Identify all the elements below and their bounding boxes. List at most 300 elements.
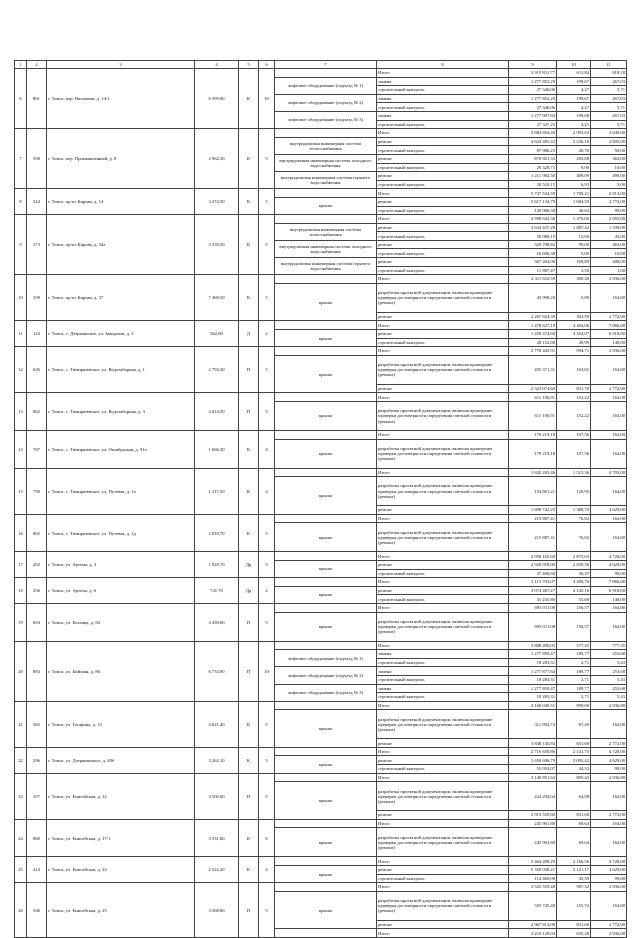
cost-value: 55 954,07 bbox=[509, 765, 557, 774]
house-id: 414 bbox=[27, 857, 47, 883]
cost-value: 555 745,40 bbox=[509, 891, 557, 920]
house-address: г. Томск, пр-кт Кирова, д. 37 bbox=[47, 275, 195, 321]
structural-element: крыша bbox=[275, 560, 377, 577]
work-type: строительный контроль bbox=[377, 693, 509, 702]
house-id: 324 bbox=[27, 189, 47, 215]
floor-count: 5 bbox=[259, 189, 275, 215]
wall-material: К bbox=[239, 275, 259, 321]
max-cost-per-sqm: 164,00 bbox=[591, 477, 627, 506]
cost-per-sqm: 69,64 bbox=[557, 819, 591, 828]
cost-per-sqm: 199,68 bbox=[557, 111, 591, 120]
table-row bbox=[15, 883, 627, 892]
cost-value: 4 624 485,42 bbox=[509, 137, 557, 146]
cost-value: 179 219,18 bbox=[509, 431, 557, 440]
house-area: 2 962,50 bbox=[195, 129, 239, 189]
cost-per-sqm: 831,70 bbox=[557, 384, 591, 393]
row-number: 23 bbox=[15, 773, 27, 819]
wall-material: П bbox=[239, 347, 259, 393]
cost-value: 455 371,31 bbox=[509, 355, 557, 384]
work-type: строительный контроль bbox=[377, 765, 509, 774]
structural-element: крыша bbox=[275, 355, 377, 393]
table-row bbox=[15, 431, 627, 440]
cost-value: 2 650 696,79 bbox=[509, 756, 557, 765]
structural-element: крыша bbox=[275, 402, 377, 431]
cost-value: 3 634 437,28 bbox=[509, 223, 557, 232]
floor-count: 5 bbox=[259, 347, 275, 393]
cost-per-sqm: 1 376,03 bbox=[557, 215, 591, 224]
cost-per-sqm: 44,33 bbox=[557, 765, 591, 774]
cost-per-sqm: 156,57 bbox=[557, 612, 591, 641]
cost-value: 245 901,80 bbox=[509, 819, 557, 828]
table-row bbox=[15, 578, 627, 587]
cost-per-sqm: 36,37 bbox=[557, 569, 591, 578]
cost-value: 611 106,91 bbox=[509, 402, 557, 431]
cost-per-sqm: 1 388,70 bbox=[557, 506, 591, 515]
work-type: замена bbox=[377, 94, 509, 103]
floor-count: 5 bbox=[259, 747, 275, 773]
house-id: 862 bbox=[27, 393, 47, 431]
cost-value: 179 219,18 bbox=[509, 439, 557, 468]
cost-value: 611 106,91 bbox=[509, 393, 557, 402]
structural-element: крыша bbox=[275, 710, 377, 748]
house-id: 759 bbox=[27, 468, 47, 514]
work-type: ремонт bbox=[377, 811, 509, 820]
house-id: 357 bbox=[27, 773, 47, 819]
max-cost-per-sqm: 4 629,00 bbox=[591, 756, 627, 765]
max-cost-per-sqm: 267,03 bbox=[591, 94, 627, 103]
cost-per-sqm: 293,88 bbox=[557, 154, 591, 163]
row-number: 6 bbox=[15, 69, 27, 129]
work-type: Итого bbox=[377, 773, 509, 782]
work-type: разработка проектной документации, включая проведение проверки достоверности определения сметной стоимости (ремонт) bbox=[377, 828, 509, 857]
max-cost-per-sqm: 2 772,00 bbox=[591, 197, 627, 206]
house-area: 3 568,80 bbox=[195, 883, 239, 938]
max-cost-per-sqm: 2 695,00 bbox=[591, 137, 627, 146]
wall-material: К bbox=[239, 189, 259, 215]
cost-per-sqm: 107,56 bbox=[557, 431, 591, 440]
max-cost-per-sqm: 5,71 bbox=[591, 103, 627, 112]
structural-element: крыша bbox=[275, 866, 377, 883]
house-id: 565 bbox=[27, 701, 47, 747]
max-cost-per-sqm: 164,00 bbox=[591, 603, 627, 612]
structural-element: лифтовое оборудование (подъезд № 1) bbox=[275, 77, 377, 94]
cost-value: 5 464 498,29 bbox=[509, 857, 557, 866]
cost-per-sqm: 156,57 bbox=[557, 603, 591, 612]
floor-count: 5 bbox=[259, 215, 275, 275]
cost-per-sqm: 1 684,59 bbox=[557, 197, 591, 206]
max-cost-per-sqm: 5,43 bbox=[591, 693, 627, 702]
element-cell bbox=[275, 189, 377, 198]
structural-element: внутридомовая инженерная система холодного водоснабжения bbox=[275, 154, 377, 171]
table-row bbox=[15, 275, 627, 284]
row-number: 13 bbox=[15, 393, 27, 431]
work-type: строительный контроль bbox=[377, 266, 509, 275]
cost-per-sqm: 67,49 bbox=[557, 710, 591, 739]
work-type: Итого bbox=[377, 552, 509, 561]
element-cell bbox=[275, 773, 377, 782]
house-id: 883 bbox=[27, 641, 47, 701]
house-id: 373 bbox=[27, 215, 47, 275]
table-row bbox=[15, 129, 627, 138]
table-row bbox=[15, 747, 627, 756]
cost-per-sqm: 2 839,36 bbox=[557, 560, 591, 569]
work-type: строительный контроль bbox=[377, 206, 509, 215]
table-row bbox=[15, 857, 627, 866]
max-cost-per-sqm: 4 728,00 bbox=[591, 552, 627, 561]
cost-value: 27 347,25 bbox=[509, 120, 557, 129]
cost-value: 43 998,20 bbox=[509, 283, 557, 312]
structural-element: крыша bbox=[275, 828, 377, 857]
structural-element: крыша bbox=[275, 756, 377, 773]
house-area: 741,70 bbox=[195, 578, 239, 604]
cost-value: 1 277 877,64 bbox=[509, 667, 557, 676]
work-type: строительный контроль bbox=[377, 675, 509, 684]
cost-per-sqm: 69,64 bbox=[557, 828, 591, 857]
column-header-10: 10 bbox=[557, 61, 591, 69]
house-area: 2 522,20 bbox=[195, 857, 239, 883]
cost-per-sqm: 4 404,06 bbox=[557, 321, 591, 330]
cost-value: 3 888 490,05 bbox=[509, 641, 557, 650]
house-area: 3 339,50 bbox=[195, 215, 239, 275]
table-row bbox=[15, 347, 627, 356]
work-type: ремонт bbox=[377, 240, 509, 249]
work-type: ремонт bbox=[377, 197, 509, 206]
max-cost-per-sqm: 99,00 bbox=[591, 874, 627, 883]
max-cost-per-sqm: 99,00 bbox=[591, 206, 627, 215]
row-number: 18 bbox=[15, 578, 27, 604]
column-header-3: 3 bbox=[47, 61, 195, 69]
table-row bbox=[15, 69, 627, 78]
cost-value: 311 894,74 bbox=[509, 710, 557, 739]
house-area: 4 621,40 bbox=[195, 701, 239, 747]
work-type: разработка проектной документации, включая проведение проверки достоверности определения сметной стоимости (ремонт) bbox=[377, 612, 509, 641]
max-cost-per-sqm: 148,00 bbox=[591, 595, 627, 604]
structural-element: крыша bbox=[275, 586, 377, 603]
column-header-9: 9 bbox=[509, 61, 557, 69]
cost-value: 2 958 165,60 bbox=[509, 552, 557, 561]
house-id: 202 bbox=[27, 552, 47, 578]
column-header-4: 4 bbox=[195, 61, 239, 69]
cost-per-sqm: 577,45 bbox=[557, 641, 591, 650]
cost-value: 2 323 074,60 bbox=[509, 384, 557, 393]
cost-value: 154 861,21 bbox=[509, 477, 557, 506]
max-cost-per-sqm: 2 772,00 bbox=[591, 811, 627, 820]
work-type: разработка проектной документации, включая проведение проверки достоверности определения сметной стоимости (ремонт) bbox=[377, 402, 509, 431]
cost-per-sqm: 155,72 bbox=[557, 891, 591, 920]
work-type: строительный контроль bbox=[377, 163, 509, 172]
house-area: 4 439,00 bbox=[195, 603, 239, 641]
work-type: ремонт bbox=[377, 756, 509, 765]
cost-per-sqm: 4,27 bbox=[557, 103, 591, 112]
cost-value: 3 074 467,27 bbox=[509, 586, 557, 595]
work-type: Итого bbox=[377, 215, 509, 224]
cost-value: 1 845 203,46 bbox=[509, 468, 557, 477]
cost-per-sqm: 49,99 bbox=[557, 338, 591, 347]
work-type: ремонт bbox=[377, 506, 509, 515]
cost-per-sqm: 2 095,42 bbox=[557, 756, 591, 765]
table-row bbox=[15, 215, 627, 224]
cost-value: 4 598 643,36 bbox=[509, 215, 557, 224]
cost-per-sqm: 4 145,16 bbox=[557, 586, 591, 595]
cost-per-sqm: 2 236,18 bbox=[557, 137, 591, 146]
row-number: 10 bbox=[15, 275, 27, 321]
column-header-8: 8 bbox=[377, 61, 509, 69]
column-header-1: 1 bbox=[15, 61, 27, 69]
cost-value: 215 887,41 bbox=[509, 514, 557, 523]
max-cost-per-sqm: 253,68 bbox=[591, 667, 627, 676]
cost-per-sqm: 107,56 bbox=[557, 439, 591, 468]
element-cell bbox=[275, 347, 377, 356]
cost-per-sqm: 635,28 bbox=[557, 929, 591, 938]
cost-value: 28 152,00 bbox=[509, 338, 557, 347]
column-header-2: 2 bbox=[27, 61, 47, 69]
max-cost-per-sqm: 2 936,00 bbox=[591, 883, 627, 892]
floor-count: 4 bbox=[259, 431, 275, 469]
column-header-6: 6 bbox=[259, 61, 275, 69]
cost-per-sqm: 987,32 bbox=[557, 883, 591, 892]
max-cost-per-sqm: 5,43 bbox=[591, 658, 627, 667]
cost-per-sqm: 303,59 bbox=[557, 312, 591, 321]
work-type: Итого bbox=[377, 578, 509, 587]
row-number: 12 bbox=[15, 347, 27, 393]
max-cost-per-sqm: 164,00 bbox=[591, 828, 627, 857]
row-number: 26 bbox=[15, 883, 27, 938]
max-cost-per-sqm: 164,00 bbox=[591, 439, 627, 468]
cost-per-sqm: 831,60 bbox=[557, 739, 591, 748]
max-cost-per-sqm: 164,00 bbox=[591, 355, 627, 384]
capital-repair-table bbox=[14, 60, 627, 938]
max-cost-per-sqm: 99,00 bbox=[591, 569, 627, 578]
max-cost-per-sqm: 164,00 bbox=[591, 782, 627, 811]
row-number: 20 bbox=[15, 641, 27, 701]
house-id: 694 bbox=[27, 603, 47, 641]
work-type: строительный контроль bbox=[377, 569, 509, 578]
cost-per-sqm: 2 166,56 bbox=[557, 857, 591, 866]
work-type: Итого bbox=[377, 69, 509, 78]
max-cost-per-sqm: 43,00 bbox=[591, 232, 627, 241]
work-type: Итого bbox=[377, 929, 509, 938]
work-type: ремонт bbox=[377, 330, 509, 339]
house-id: 860 bbox=[27, 819, 47, 857]
work-type: Итого bbox=[377, 393, 509, 402]
element-cell bbox=[275, 129, 377, 138]
table-row bbox=[15, 393, 627, 402]
max-cost-per-sqm: 5,71 bbox=[591, 86, 627, 95]
work-type: ремонт bbox=[377, 223, 509, 232]
structural-element: крыша bbox=[275, 283, 377, 321]
cost-value: 41 235,80 bbox=[509, 595, 557, 604]
max-cost-per-sqm: 2 772,00 bbox=[591, 920, 627, 929]
work-type: Итого bbox=[377, 189, 509, 198]
element-cell bbox=[275, 641, 377, 650]
structural-element: лифтовое оборудование (подъезд № 2) bbox=[275, 94, 377, 111]
row-number: 16 bbox=[15, 514, 27, 552]
work-type: Итого bbox=[377, 514, 509, 523]
cost-per-sqm: 9,90 bbox=[557, 163, 591, 172]
work-type: Итого bbox=[377, 347, 509, 356]
work-type: ремонт bbox=[377, 739, 509, 748]
cost-value: 27 346,06 bbox=[509, 103, 557, 112]
cost-value: 16 696,38 bbox=[509, 249, 557, 258]
floor-count: 4 bbox=[259, 857, 275, 883]
max-cost-per-sqm: 2 055,00 bbox=[591, 215, 627, 224]
max-cost-per-sqm: 2 813,00 bbox=[591, 189, 627, 198]
max-cost-per-sqm: 164,00 bbox=[591, 393, 627, 402]
wall-material: К bbox=[239, 431, 259, 469]
cost-per-sqm: 4 200,76 bbox=[557, 578, 591, 587]
structural-element: крыша bbox=[275, 330, 377, 347]
wall-material: К bbox=[239, 747, 259, 773]
row-number: 14 bbox=[15, 431, 27, 469]
cost-value: 870 601,33 bbox=[509, 154, 557, 163]
cost-value: 1 478 627,10 bbox=[509, 321, 557, 330]
house-id: 256 bbox=[27, 578, 47, 604]
element-cell bbox=[275, 321, 377, 330]
max-cost-per-sqm: 363,00 bbox=[591, 154, 627, 163]
structural-element: крыша bbox=[275, 439, 377, 468]
cost-value: 3 915 831,77 bbox=[509, 69, 557, 78]
house-address: г. Томск, ул. Енисейская, д. 12 bbox=[47, 773, 195, 819]
work-type: Итого bbox=[377, 883, 509, 892]
cost-per-sqm: 99,00 bbox=[557, 240, 591, 249]
structural-element: крыша bbox=[275, 782, 377, 820]
table-row bbox=[15, 321, 627, 330]
column-header-5: 5 bbox=[239, 61, 259, 69]
wall-material: Д bbox=[239, 321, 259, 347]
work-type: Итого bbox=[377, 641, 509, 650]
cost-per-sqm: 4,21 bbox=[557, 120, 591, 129]
cost-value: 5 737 544,59 bbox=[509, 189, 557, 198]
house-address: г. Томск, с. Дзержинское, ул. Заводская, д. 5 bbox=[47, 321, 195, 347]
table-row bbox=[15, 552, 627, 561]
floor-count: 5 bbox=[259, 514, 275, 552]
wall-material: К bbox=[239, 129, 259, 189]
work-type: строительный контроль bbox=[377, 249, 509, 258]
work-type: Итого bbox=[377, 819, 509, 828]
floor-count: 5 bbox=[259, 275, 275, 321]
structural-element: внутридомовая инженерная система горячего водоснабжения bbox=[275, 258, 377, 275]
cost-value: 50 089,15 bbox=[509, 232, 557, 241]
house-id: 767 bbox=[27, 431, 47, 469]
floor-count: 5 bbox=[259, 773, 275, 819]
cost-per-sqm: 895,43 bbox=[557, 773, 591, 782]
floor-count: 5 bbox=[259, 129, 275, 189]
house-address: г. Томск, пр-кт Кирова, д. 34а bbox=[47, 215, 195, 275]
floor-count: 2 bbox=[259, 578, 275, 604]
cost-per-sqm: 1 515,36 bbox=[557, 468, 591, 477]
house-address: г. Томск, ул. Артема, д. 6 bbox=[47, 578, 195, 604]
wall-material: П bbox=[239, 641, 259, 701]
element-cell bbox=[275, 431, 377, 440]
wall-material: К bbox=[239, 819, 259, 857]
work-type: замена bbox=[377, 667, 509, 676]
cost-per-sqm: 120,95 bbox=[557, 477, 591, 506]
cost-per-sqm: 2 121,17 bbox=[557, 866, 591, 875]
floor-count: 5 bbox=[259, 883, 275, 938]
max-cost-per-sqm: 5,71 bbox=[591, 120, 627, 129]
work-type: ремонт bbox=[377, 560, 509, 569]
max-cost-per-sqm: 164,00 bbox=[591, 402, 627, 431]
wall-material: К bbox=[239, 69, 259, 129]
max-cost-per-sqm: 6 918,00 bbox=[591, 586, 627, 595]
row-number: 9 bbox=[15, 215, 27, 275]
wall-material: К bbox=[239, 468, 259, 514]
row-number: 15 bbox=[15, 468, 27, 514]
table-row bbox=[15, 819, 627, 828]
cost-per-sqm: 55,60 bbox=[557, 595, 591, 604]
cost-value: 2 920 959,00 bbox=[509, 560, 557, 569]
house-id: 339 bbox=[27, 275, 47, 321]
house-address: г. Томск, с. Тимирязевское, ул. Октябрьская, д. 91а bbox=[47, 431, 195, 469]
max-cost-per-sqm: 5,00 bbox=[591, 180, 627, 189]
element-cell bbox=[275, 514, 377, 523]
column-header-11: 11 bbox=[591, 61, 627, 69]
cost-per-sqm: 831,60 bbox=[557, 920, 591, 929]
house-area: 1 028,70 bbox=[195, 552, 239, 578]
wall-material: П bbox=[239, 393, 259, 431]
cost-per-sqm: 4 354,07 bbox=[557, 330, 591, 339]
cost-per-sqm: 4,27 bbox=[557, 86, 591, 95]
work-type: ремонт bbox=[377, 920, 509, 929]
structural-element: крыша bbox=[275, 477, 377, 515]
house-address: г. Томск, пер. Промышленный, д. 8 bbox=[47, 129, 195, 189]
house-area: 7 469,50 bbox=[195, 275, 239, 321]
row-number: 11 bbox=[15, 321, 27, 347]
max-cost-per-sqm: 3 640,00 bbox=[591, 129, 627, 138]
cost-value: 215 887,41 bbox=[509, 523, 557, 552]
house-address: г. Томск, с. Тимирязевское, ул. Водозаборная, д. 3 bbox=[47, 393, 195, 431]
cost-value: 2 778 445,91 bbox=[509, 347, 557, 356]
cost-per-sqm: 2,71 bbox=[557, 693, 591, 702]
floor-count: 4 bbox=[259, 468, 275, 514]
max-cost-per-sqm: 463,00 bbox=[591, 240, 627, 249]
house-address: г. Томск, с. Тимирязевское, ул. Путевая, д. 1д bbox=[47, 514, 195, 552]
max-cost-per-sqm: 2 936,00 bbox=[591, 275, 627, 284]
cost-value: 2 967 814,08 bbox=[509, 920, 557, 929]
structural-element: внутридомовая инженерная система горячего водоснабжения bbox=[275, 172, 377, 189]
house-area: 1 217,50 bbox=[195, 468, 239, 514]
floor-count: 5 bbox=[259, 701, 275, 747]
max-cost-per-sqm: 2 772,00 bbox=[591, 384, 627, 393]
house-address: г. Томск, ул. Гагарина, д. 15 bbox=[47, 701, 195, 747]
house-area: 3 274,50 bbox=[195, 189, 239, 215]
cost-per-sqm: 189,77 bbox=[557, 650, 591, 659]
cost-value: 3 115 703,07 bbox=[509, 578, 557, 587]
work-type: ремонт bbox=[377, 586, 509, 595]
house-area: 2 793,30 bbox=[195, 347, 239, 393]
work-type: разработка проектной документации, включая проведение проверки достоверности определения сметной стоимости (ремонт) bbox=[377, 283, 509, 312]
cost-per-sqm: 309,48 bbox=[557, 275, 591, 284]
work-type: Итого bbox=[377, 275, 509, 284]
work-type: ремонт bbox=[377, 258, 509, 267]
work-type: разработка проектной документации, включая проведение проверки достоверности определения сметной стоимости (ремонт) bbox=[377, 355, 509, 384]
cost-value: 1 211 982,50 bbox=[509, 172, 557, 181]
house-id: 124 bbox=[27, 321, 47, 347]
work-type: ремонт bbox=[377, 137, 509, 146]
work-type: ремонт bbox=[377, 154, 509, 163]
house-area: 3 531,60 bbox=[195, 819, 239, 857]
house-address: г. Томск, с. Тимирязевское, ул. Путевая, д. 1а bbox=[47, 468, 195, 514]
cost-value: 224 294,04 bbox=[509, 782, 557, 811]
cost-value: 1 690 742,25 bbox=[509, 506, 557, 515]
cost-value: 567 264,06 bbox=[509, 258, 557, 267]
house-address: г. Томск, ул. Артема, д. 3 bbox=[47, 552, 195, 578]
row-number: 17 bbox=[15, 552, 27, 578]
house-id: 598 bbox=[27, 129, 47, 189]
cost-value: 2 267 654,39 bbox=[509, 312, 557, 321]
cost-per-sqm: 1 709,21 bbox=[557, 189, 591, 198]
max-cost-per-sqm: 50,00 bbox=[591, 146, 627, 155]
